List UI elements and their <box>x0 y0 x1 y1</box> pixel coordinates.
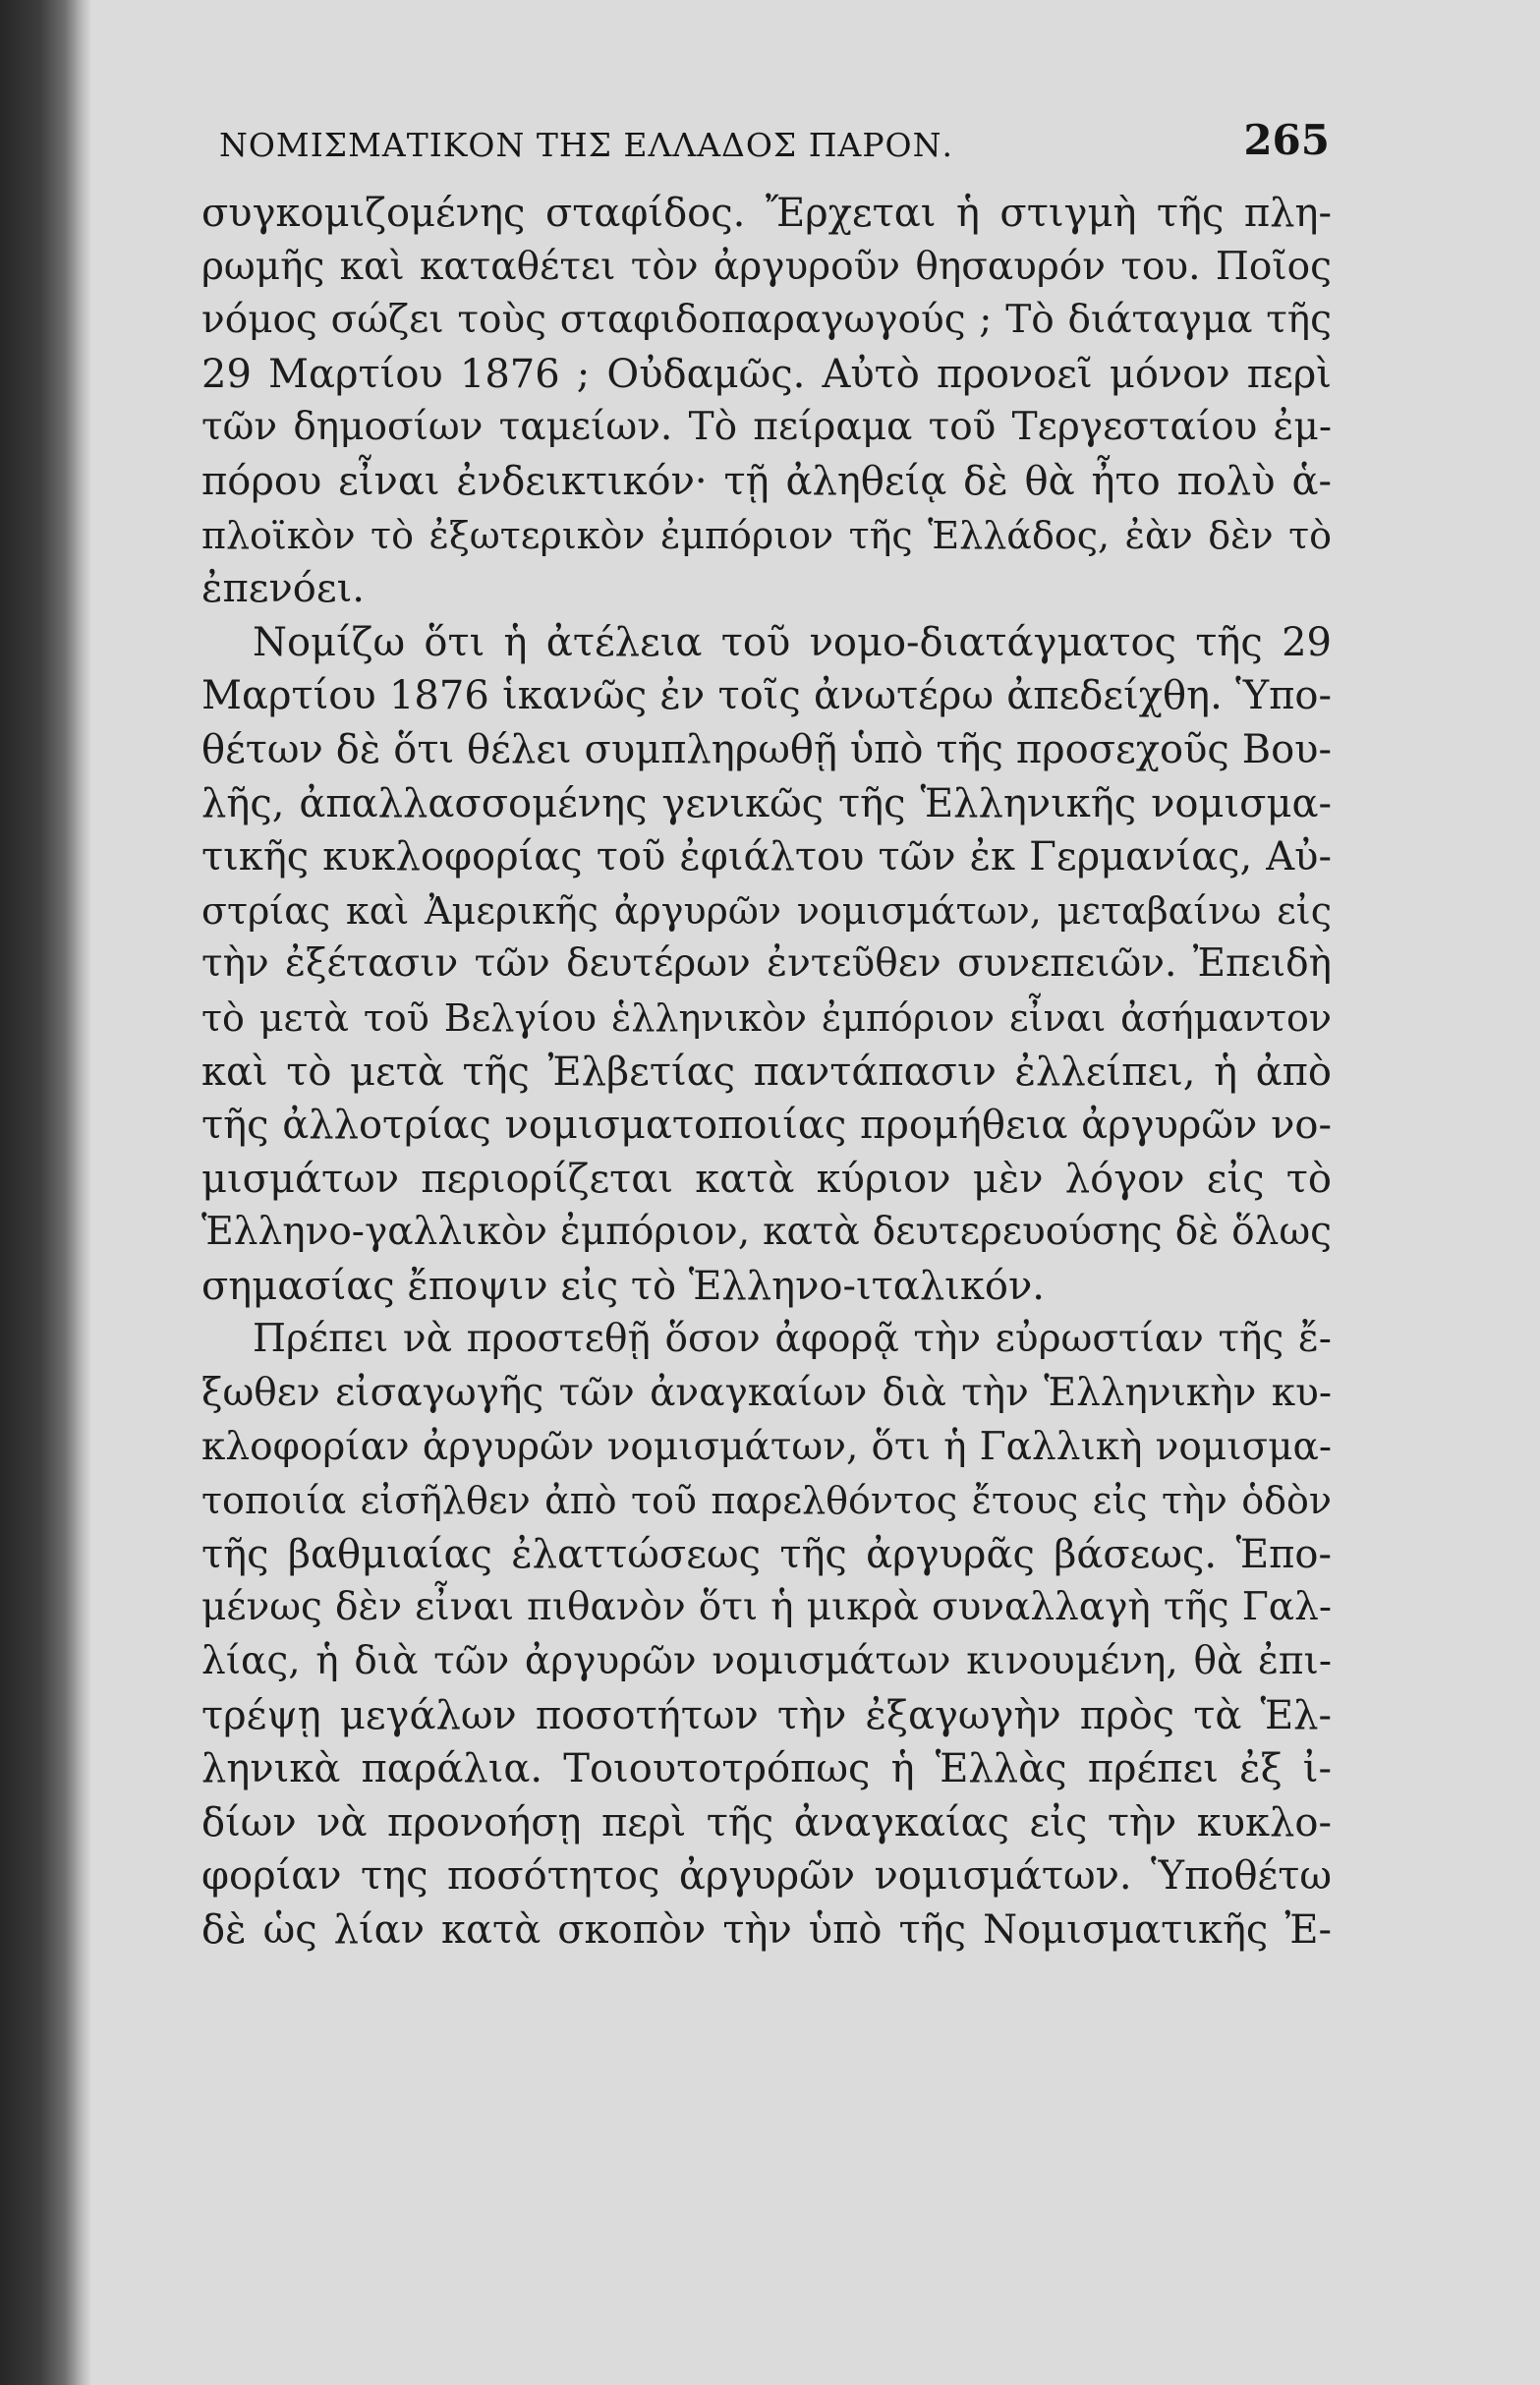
text-line: πλοϊκὸν τὸ ἐξωτερικὸν ἐμπόριον τῆς Ἑλλάδος, ἐὰν δὲν τὸ <box>201 513 1332 557</box>
text-line: κλοφορίαν ἀργυρῶν νομισμάτων, ὅτι ἡ Γαλλικὴ νομισμα- <box>201 1424 1332 1469</box>
text-line: τοποιία εἰσῆλθεν ἀπὸ τοῦ παρελθόντος ἔτους εἰς τὴν ὁδὸν <box>201 1479 1332 1523</box>
book-binding-edge <box>0 0 90 2385</box>
body-text <box>201 187 1332 1958</box>
text-line: τρέψῃ μεγάλων ποσοτήτων τὴν ἐξαγωγὴν πρὸς τὰ Ἑλ- <box>201 1692 1332 1738</box>
text-line: σημασίας ἔποψιν εἰς τὸ Ἑλληνο-ιταλικόν. <box>201 1263 1045 1309</box>
text-line: μισμάτων περιορίζεται κατὰ κύριον μὲν λόγον εἰς τὸ <box>201 1156 1332 1202</box>
paragraph-start-line: Πρέπει νὰ προστεθῇ ὅσον ἀφορᾷ τὴν εὐρωστίαν τῆς ἔ- <box>253 1317 1332 1362</box>
text-line: τῆς ἀλλοτρίας νομισματοποιίας προμήθεια ἀργυρῶν νο- <box>201 1103 1332 1149</box>
text-line: φορίαν της ποσότητος ἀργυρῶν νομισμάτων. Ὑποθέτω <box>201 1853 1332 1900</box>
text-line: δὲ ὡς λίαν κατὰ σκοπὸν τὴν ὑπὸ τῆς Νομισματικῆς Ἐ- <box>201 1907 1332 1953</box>
text-line: συγκομιζομένης σταφίδος. Ἔρχεται ἡ στιγμὴ τῆς πλη- <box>201 191 1332 236</box>
text-line: ἐπενόει. <box>201 566 365 612</box>
text-line: λῆς, ἀπαλλασσομένης γενικῶς τῆς Ἑλληνικῆς νομισμα- <box>201 780 1332 826</box>
text-line: μένως δὲν εἶναι πιθανὸν ὅτι ἡ μικρὰ συναλλαγὴ τῆς Γαλ- <box>201 1585 1332 1630</box>
text-line: ληνικὰ παράλια. Τοιουτοτρόπως ἡ Ἑλλὰς πρέπει ἐξ ἰ- <box>201 1746 1332 1792</box>
paragraph-start-line: Νομίζω ὅτι ἡ ἀτέλεια τοῦ νομο-διατάγματος τῆς 29 <box>253 619 1332 665</box>
text-line: τῆς βαθμιαίας ἐλαττώσεως τῆς ἀργυρᾶς βάσεως. Ἑπο- <box>201 1531 1332 1577</box>
text-line: λίας, ἡ διὰ τῶν ἀργυρῶν νομισμάτων κινουμένη, θὰ ἐπι- <box>201 1639 1332 1684</box>
page-header <box>219 116 1330 179</box>
text-line: πόρου εἶναι ἐνδεικτικόν· τῇ ἀληθείᾳ δὲ θὰ ἦτο πολὺ ἁ- <box>201 458 1332 504</box>
text-line: τὴν ἐξέτασιν τῶν δευτέρων ἐντεῦθεν συνεπειῶν. Ἐπειδὴ <box>201 941 1332 987</box>
text-line: τῶν δημοσίων ταμείων. Τὸ πείραμα τοῦ Τεργεσταίου ἐμ- <box>201 405 1332 450</box>
text-line: 29 Μαρτίου 1876 ; Οὐδαμῶς. Αὐτὸ προνοεῖ μόνον περὶ <box>201 351 1332 397</box>
text-line: Ἑλληνο-γαλλικὸν ἐμπόριον, κατὰ δευτερευούσης δὲ ὅλως <box>201 1210 1332 1255</box>
text-line: τικῆς κυκλοφορίας τοῦ ἐφιάλτου τῶν ἐκ Γερμανίας, Αὐ- <box>201 834 1332 880</box>
text-line: ρωμῆς καὶ καταθέτει τὸν ἀργυροῦν θησαυρόν του. Ποῖος <box>201 244 1332 289</box>
text-line: Μαρτίου 1876 ἱκανῶς ἐν τοῖς ἀνωτέρω ἀπεδείχθη. Ὑπο- <box>201 673 1332 719</box>
page-number: 265 <box>1243 116 1330 164</box>
text-line: καὶ τὸ μετὰ τῆς Ἐλβετίας παντάπασιν ἐλλείπει, ἡ ἀπὸ <box>201 1049 1332 1095</box>
text-line: τὸ μετὰ τοῦ Βελγίου ἑλληνικὸν ἐμπόριον εἶναι ἀσήμαντον <box>201 995 1332 1040</box>
text-line: ξωθεν εἰσαγωγῆς τῶν ἀναγκαίων διὰ τὴν Ἑλληνικὴν κυ- <box>201 1371 1332 1416</box>
text-line: δίων νὰ προνοήσῃ περὶ τῆς ἀναγκαίας εἰς τὴν κυκλο- <box>201 1799 1332 1846</box>
text-line: στρίας καὶ Ἀμερικῆς ἀργυρῶν νομισμάτων, μεταβαίνω εἰς <box>201 888 1332 933</box>
text-line: θέτων δὲ ὅτι θέλει συμπληρωθῇ ὑπὸ τῆς προσεχοῦς Βου- <box>201 726 1332 772</box>
text-line: νόμος σώζει τοὺς σταφιδοπαραγωγούς ; Τὸ διάταγμα τῆς <box>201 298 1332 343</box>
running-head: ΝΟΜΙΣΜΑΤΙΚΟΝ ΤΗΣ ΕΛΛΑΔΟΣ ΠΑΡΟΝ. <box>219 126 953 164</box>
